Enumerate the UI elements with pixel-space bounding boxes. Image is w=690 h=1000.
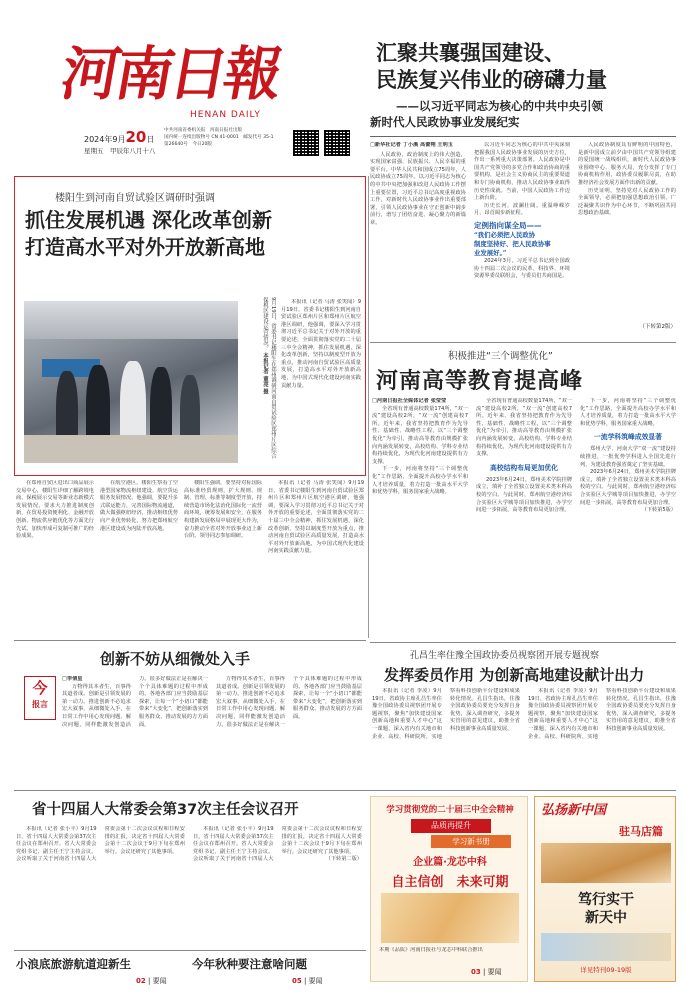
divider	[370, 342, 676, 343]
article-text: 以习近平同志为核心的中共中央深刻把握我国人民政协事业发展的历史方位，作出一系列重大决策部署。人民政协是中国共产党领导的多党合作和政治协商的重要机构，是社会主义协商民主的重要渠道和专门协商机构，推动人民政协事业取得历史性成就。当前，中国人民政协工作迈上新台阶。	[474, 142, 570, 202]
title-line: 打造高水平对外开放新高地	[25, 235, 265, 259]
title-line: 民族复兴伟业的磅礴力量	[376, 68, 607, 92]
divider	[14, 640, 366, 641]
article-text: 下一步，河南将坚持“三个调整优化”工作思路，全面提升高校办学水平和人才培养质量，着力打造一批高水平大学和优势学科，服务国家重大战略。	[580, 398, 676, 427]
page-number: 02	[136, 977, 146, 985]
edu-col3	[580, 398, 676, 636]
pull-quote	[474, 231, 570, 258]
article-text: 在郑州自贸区进出口商品展示交易中心，楼阳生详细了解跨境电商、保税展示交易等新业态新模式发展情况，要求大力推进制度创新，在贸易投资便利化、金融开放创新、物流供应链优化等方面先行先试，加快形成可复制可推广的经验成果。	[16, 480, 94, 540]
npc-text	[16, 826, 362, 944]
section-subheading: 高校结构布局更加优化	[490, 463, 558, 472]
slogan-line: 笃行实干	[578, 892, 634, 908]
article-text: 本报讯（记者 李凌）9月19日，省政协主席孔昌生率住豫全国政协委员视察团开展专题视察，聚焦“加快建设国家创新高地和重要人才中心”这一课题，深入省内有关地市和企业、高校、科研院所，实地察看科技创新平台建设和成果转化情况。孔昌生指出，住豫全国政协委员要充分发挥自身优势，深入调查研究，多提务实管用的意见建议，助推全省科技创新事业高质量发展。	[528, 688, 676, 740]
article-text: 历史长河，波澜壮阔。重温峥嵘岁月，昂首阔步新征程。	[474, 202, 570, 217]
caption-text: 9月19日，省委书记楼阳生在郑州调研河南自贸试验区郑州片区综合保税区建设运营情况。	[262, 297, 276, 459]
byline: □新华社记者 丁小溪 高蕾翔 王明玉	[370, 142, 453, 148]
article-text: 2024年3月，习近平总书记到全国政协十四届二次会议的民革、科技界、环境资源界委员联组会，与委员们共商国是。	[474, 257, 570, 280]
article-text: 本报讯（记者 马涛 张笑闻）9月19日，省委书记楼阳生到河南自贸试验区郑州片区和郑州片区航空港区调研，他强调，要深入学习贯彻习近平总书记关于对外开放的重要论述，全面贯彻落实党的二十届三中全会精神，抓住发展机遇，深化改革创新，坚持以制度型开放为重点，推动河南自贸试验区高质量发展，打造高水平对外开放新高地，为中国式现代化建设河南实践贡献力量。	[281, 299, 361, 389]
divider	[14, 790, 676, 791]
article-text: 楼阳生强调，要坚持对标国际高标准经贸规则，扩大规则、规制、管理、标准等制度型开放，持续营造市场化法治化国际化一流营商环境，统筹发展和安全，在服务构建新发展格局中展现更大作为，奋力推动全省对外开放事业迈上新台阶。领导同志参加调研。	[184, 480, 262, 540]
cppcc-title: 发挥委员作用 为创新高地建设献计出力	[384, 666, 645, 684]
title-line: 抓住发展机遇 深化改革创新	[25, 208, 272, 232]
quote-line: 制度坚持好、把人民政协事	[474, 239, 551, 248]
page-number: 03	[471, 968, 481, 976]
lead-col-d	[268, 480, 364, 630]
info-line: 中共河南省委机关报 河南日报社出版	[164, 128, 243, 133]
lunar-date: 甲辰年八月十八	[110, 147, 156, 155]
edu-col1	[372, 398, 468, 636]
ad-name: 驻马店篇	[619, 825, 663, 838]
column-divider	[368, 176, 369, 638]
continued-note: （下转第5版）	[641, 507, 676, 514]
npc-title: 省十四届人大常委会第37次主任会议召开	[32, 802, 299, 818]
date-month: 9月	[112, 135, 126, 144]
top-story-col2	[474, 142, 570, 330]
teaser-item[interactable]: 今年秋种要注意啥问题 05 | 要闻	[192, 956, 364, 992]
article-text: 本报讯（记者 张小平）9月19日，省十四届人大常委会第37次主任会议在郑州召开。省人大常委会党组书记、副主任王宁主持会议。会议听取了关于河南省十四届人大常委会第十二次会议议程和日程安排的汇报，决定省十四届人大常委会第十二次会议于9月下旬在郑州举行。会议还研究了其他事项。	[193, 826, 362, 863]
label-top: 今	[32, 679, 48, 697]
date-suffix: 日	[146, 135, 155, 144]
newspaper-logo-english: HENAN DAILY	[190, 110, 261, 120]
top-story-col3	[578, 142, 676, 330]
page-label: 要闻	[487, 968, 502, 976]
info-line: 第26640号 今日20版	[164, 142, 213, 147]
top-story-subtitle	[370, 98, 676, 130]
teaser-title[interactable]: 小浪底旅游航道迎新生	[16, 957, 131, 971]
ad-page-ref: 03 | 要闻	[471, 968, 502, 976]
lead-col-c	[184, 480, 262, 630]
top-story-col1	[370, 142, 466, 330]
photo-credit: 本报记者 董亮 摄	[262, 352, 268, 395]
subtitle-line: ——以习近平同志为核心的中共中央引领	[396, 99, 603, 113]
article-text: 2023年6月24日，郑州美术学院挂牌成立，填补了全省独立设置美术类本科高校的空白。与此同时，郑州航空港经济综合实验区大学城等项目加快推进，办学空间进一步拓展，高等教育布局更加合理。	[580, 469, 676, 506]
ad-image	[381, 893, 519, 943]
ad-badge-2: 学习新书册	[431, 835, 511, 848]
teaser-item[interactable]: 小浪底旅游航道迎新生 02 | 要闻	[16, 956, 184, 992]
quote-line: “我们必须把人民政协	[474, 230, 536, 239]
ad-image	[541, 843, 671, 883]
article-text: 全省现有普通高校数量174所，“双一流”建设高校2所，“双一流”创建高校7所。近年来，我省坚持把教育作为先导性、基础性、战略性工程，以“三个调整优化”为牵引，推动高等教育由规模扩张向内涵发展转变，高校结构、学科专业结构持续优化，为现代化河南建设提供有力支撑。	[476, 398, 572, 458]
weekday-lunar	[84, 146, 156, 155]
slogan-line: 新天中	[585, 910, 627, 926]
newspaper-logo: 河南日報	[56, 40, 285, 108]
lead-col-right	[281, 299, 361, 463]
edu-title: 河南高等教育提高峰	[376, 369, 584, 394]
commentary-text	[62, 676, 362, 784]
top-story-title	[376, 40, 607, 94]
publication-info	[164, 127, 284, 148]
ad-slogan	[535, 891, 676, 927]
page-label: 要闻	[308, 977, 323, 985]
continued-note: （下转第2版）	[639, 324, 676, 330]
photo-floor	[24, 435, 238, 463]
photo-caption	[243, 297, 277, 463]
label-bottom: 报言	[32, 699, 48, 709]
article-text: 人民政协制度具有鲜明的中国特色，是新中国成立前夕由中国共产党领导组建的爱国统一战线组织，新时代人民政协事业围绕中心、服务大局，充分发挥了专门协商机构作用，政协委员履职尽责，在助推经济社会发展方面作出新的贡献。	[578, 142, 676, 186]
masthead	[14, 28, 364, 178]
quote-line: 业发展好。”	[474, 248, 507, 257]
divider	[14, 950, 366, 951]
date-year: 2024年	[84, 135, 113, 144]
page-number: 05	[292, 977, 302, 985]
article-text: 万物得其本者生，百事得其道者成。创新是引领发展的第一动力。推进创新不必追求宏大叙事，从细微处入手，在日常工作中用心发现问题、解决问题，同样能激发创造活力。很多好做法正是在解决一个个具体难题的过程中形成的。各地各部门应当鼓励基层探索，让每一个“小切口”都能带来“大变化”，把创新落实到服务群众、推动发展的方方面面。	[62, 676, 208, 728]
article-text: 下一步，河南将坚持“三个调整优化”工作思路，全面提升高校办学水平和人才培养质量，着力打造一批高水平大学和优势学科，服务国家重大战略。	[372, 466, 468, 496]
edu-col2	[476, 398, 572, 636]
section-subheading: 一流学科筑峰成效显著	[594, 433, 662, 442]
info-line: 国内统一连续出版物号 CN 41-0001 邮发代号 35-1	[164, 135, 274, 140]
byline: □河南日报社全媒体记者 张莹莹	[372, 398, 447, 404]
lead-photo	[24, 301, 238, 463]
lead-col-a	[16, 480, 94, 630]
edu-kicker: 积极推进“三个调整优化”	[448, 351, 553, 362]
section-subheading: 定例指向谋全局——	[474, 220, 542, 230]
ad-company: 企业篇·龙芯中科	[413, 857, 487, 868]
qr-code	[324, 130, 350, 156]
divider	[370, 642, 676, 643]
ad-badge: 品质再提升	[411, 819, 491, 833]
cppcc-kicker: 孔昌生率住豫全国政协委员视察团开展专题视察	[410, 651, 600, 661]
article-text: 本报讯（记者 李凌）9月19日，省政协主席孔昌生率住豫全国政协委员视察团开展专题视察，聚焦“加快建设国家创新高地和重要人才中心”这一课题，深入省内有关地市和企业、高校、科研院所，实地察看科技创新平台建设和成果转化情况。孔昌生指出，住豫全国政协委员要充分发挥自身优势，深入调查研究，多提务实管用的意见建议，助推全省科技创新事业高质量发展。	[372, 688, 520, 740]
ad-image-2	[541, 933, 671, 961]
article-text: 人民政协，政治制度上的伟大创造，实现国家富强、民族振兴、人民幸福的重要平台。中华人民共和国成立75周年，人民政协成立75周年。以习近平同志为核心的中共中央把加强和改进人民政协工作摆上重要位置，习近平总书记高度重视政协工作，对新时代人民政协事业作出重要部署，引领人民政协事业在守正创新中阔步前行，谱写了团结奋进、凝心聚力的新篇章。	[370, 151, 466, 226]
title-line: 汇聚共襄强国建设、	[376, 41, 565, 65]
qr-code	[293, 130, 319, 156]
cppcc-text	[372, 688, 676, 784]
ad-longxin[interactable]	[370, 796, 528, 982]
ad-zhumadian[interactable]	[534, 796, 676, 982]
teaser-title[interactable]: 今年秋种要注意啥问题	[192, 957, 307, 971]
lead-col-b	[100, 480, 178, 630]
commentary-title: 创新不妨从细微处入手	[100, 650, 251, 668]
ad-slogan: 自主信创 未来可期	[391, 875, 509, 890]
article-text: 本报讯（记者 张小平）9月19日，省十四届人大常委会第37次主任会议在郑州召开。省人大常委会党组书记、副主任王宁主持会议。会议听取了关于河南省十四届人大常委会第十二次会议议程和日程安排的汇报，决定省十四届人大常委会第十二次会议于9月下旬在郑州举行。会议还研究了其他事项。	[16, 826, 185, 863]
article-text: 历史证明，坚持党对人民政协工作的全面领导，必须把加强思想政治引领，广泛凝聚共识作为中心环节，不断巩固共同思想政治基础。	[578, 187, 676, 217]
commentary-label	[24, 676, 56, 720]
ad-footer: 本期《品质》河南日报社与龙芯中科联合推出	[379, 947, 483, 953]
article-text: 万物得其本者生，百事得其道者成。创新是引领发展的第一动力。推进创新不必追求宏大叙事，从细微处入手，在日常工作中用心发现问题、解决问题，同样能激发创造活力。很多好做法正是在解决一个个具体难题的过程中形成的。各地各部门应当鼓励基层探索，让每一个“小切口”都能带来“大变化”，把创新落实到服务群众、推动发展的方方面面。	[216, 676, 362, 728]
byline: □李倩星	[62, 676, 83, 682]
issue-date	[84, 128, 160, 146]
date-day: 20	[125, 128, 147, 146]
article-text: 在航空港区，楼阳生察看了空港型国家物流枢纽建设、航空货运服务发展情况。他强调，要提升多式联运能力，完善国际物流通道，做大做强枢纽经济，推动枢纽优势向产业优势转化，努力把郑州航空港区建设成为内陆开放高地。	[100, 480, 178, 532]
lead-story-box	[14, 176, 366, 476]
lead-title	[25, 207, 272, 261]
top-story	[370, 36, 676, 332]
photo-ceiling	[24, 301, 238, 339]
article-text: 全省现有普通高校数量174所，“双一流”建设高校2所，“双一流”创建高校7所。近年来，我省坚持把教育作为先导性、基础性、战略性工程，以“三个调整优化”为牵引，推动高等教育由规模扩张向内涵发展转变，高校结构、学科专业结构持续优化，为现代化河南建设提供有力支撑。	[372, 405, 468, 465]
lead-kicker: 楼阳生到河南自贸试验区调研时强调	[55, 193, 215, 204]
divider	[370, 136, 676, 137]
article-text: 2023年6月24日，郑州美术学院挂牌成立，填补了全省独立设置美术类本科高校的空白。与此同时，郑州航空港经济综合实验区大学城等项目加快推进，办学空间进一步拓展，高等教育布局更加合理。	[476, 476, 572, 514]
ad-footer: 详见特刊09-19版	[580, 966, 632, 974]
subtitle-line: 新时代人民政协事业发展纪实	[370, 115, 520, 129]
page-label: 要闻	[152, 977, 167, 985]
continued-note: （下转第二版）	[325, 856, 362, 863]
article-text: 郑州大学、河南大学“双一流”建设持续推进，一批优势学科进入全国先进行列，为建设教育强省奠定了坚实基础。	[580, 446, 676, 468]
ad-brand: 弘扬新中国	[541, 803, 607, 818]
ad-title: 学习贯彻党的二十届三中全会精神	[386, 805, 514, 815]
article-text: 本报讯（记者 马涛 张笑闻）9月19日，省委书记楼阳生到河南自贸试验区郑州片区和郑州片区航空港区调研，他强调，要深入学习贯彻习近平总书记关于对外开放的重要论述，全面贯彻落实党的二十届三中全会精神，抓住发展机遇，深化改革创新，坚持以制度型开放为重点，推动河南自贸试验区高质量发展，打造高水平对外开放新高地，为中国式现代化建设河南实践贡献力量。	[268, 480, 364, 555]
weekday: 星期五	[84, 147, 104, 155]
